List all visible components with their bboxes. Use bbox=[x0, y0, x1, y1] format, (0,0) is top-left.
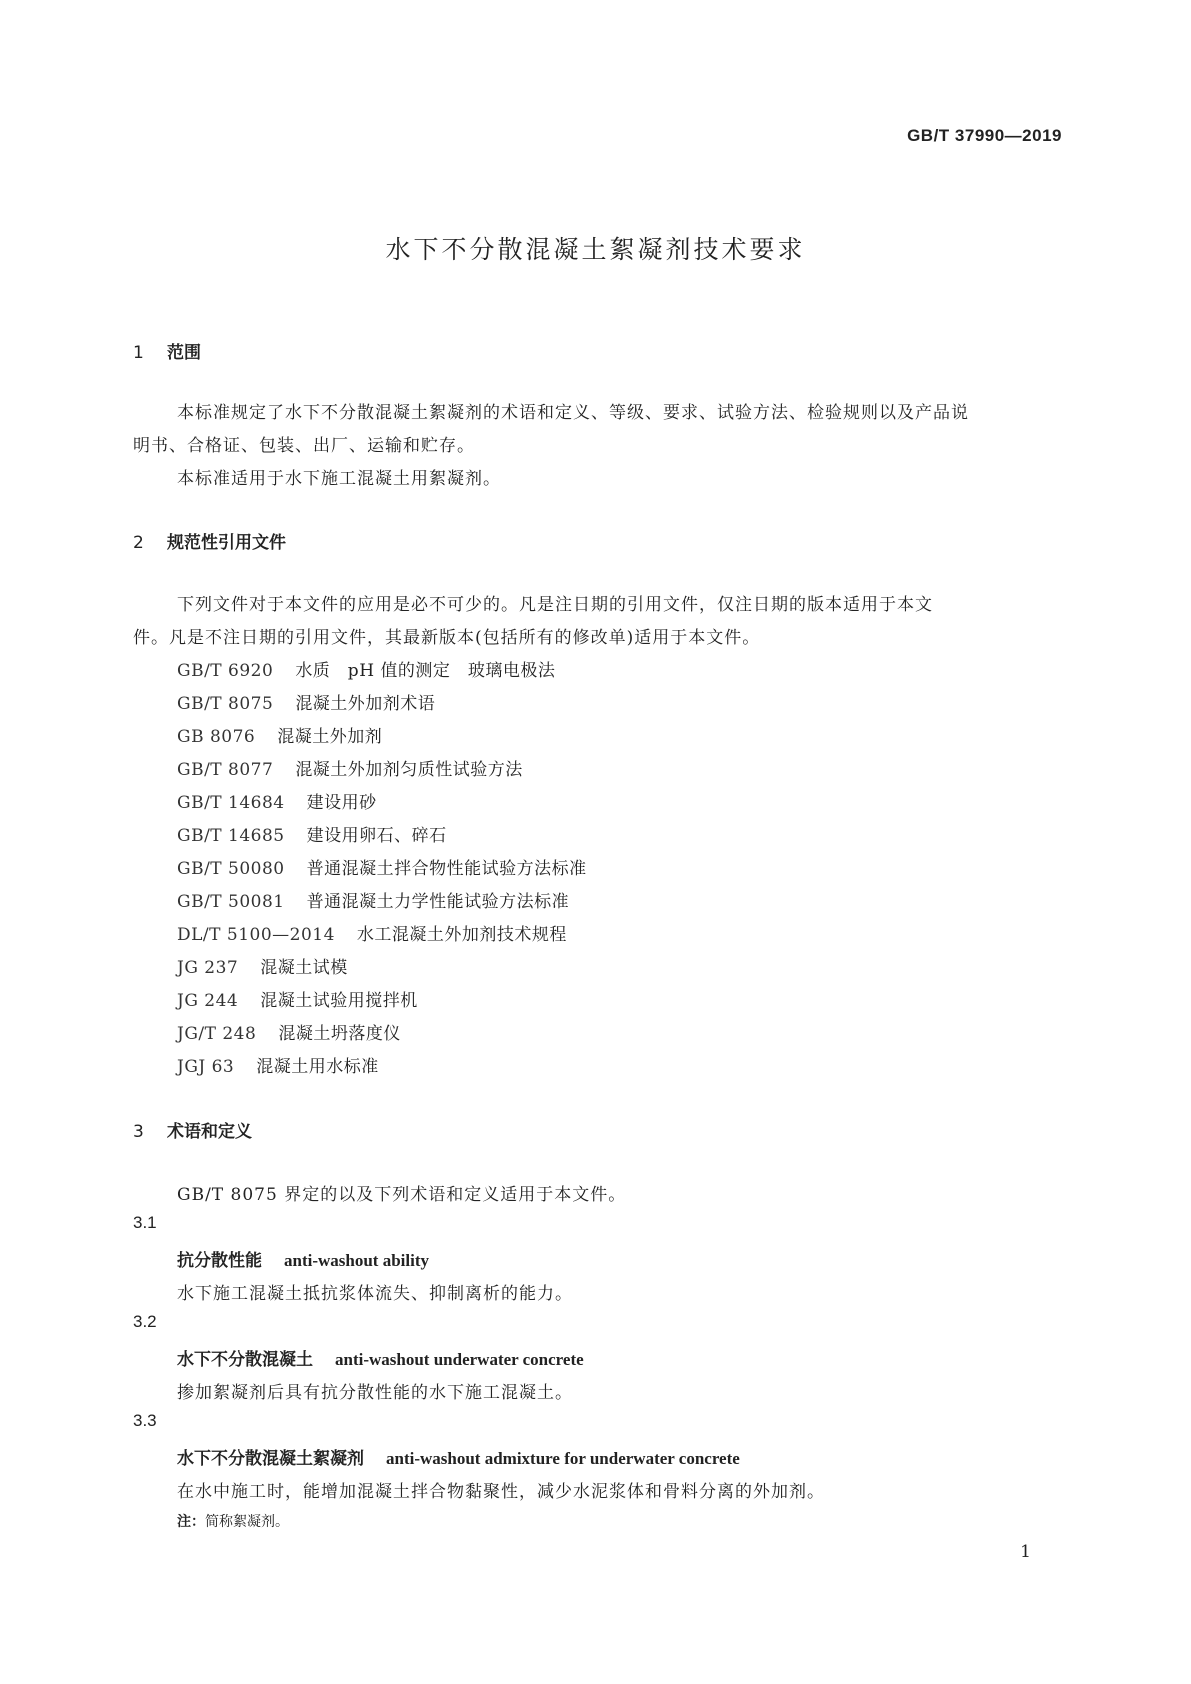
reference-code: DL/T 5100—2014 bbox=[177, 925, 335, 945]
term-definition: 在水中施工时，能增加混凝土拌合物黏聚性，减少水泥浆体和骨料分离的外加剂。 bbox=[177, 1482, 825, 1502]
reference-code: GB/T 14685 bbox=[177, 826, 285, 846]
section-number: 1 bbox=[133, 343, 144, 363]
term-number: 3.1 bbox=[133, 1213, 157, 1232]
reference-code: GB/T 6920 bbox=[177, 661, 274, 681]
section-number: 2 bbox=[133, 533, 144, 553]
reference-name: 水工混凝土外加剂技术规程 bbox=[356, 925, 567, 945]
reference-item bbox=[177, 656, 555, 681]
section-2-paragraph-line-2: 件。凡是不注日期的引用文件，其最新版本(包括所有的修改单)适用于本文件。 bbox=[133, 628, 761, 648]
reference-item bbox=[177, 689, 435, 714]
document-number: GB/T 37990—2019 bbox=[907, 126, 1062, 145]
section-1-paragraph-1-line-2: 明书、合格证、包装、出厂、运输和贮存。 bbox=[133, 436, 475, 456]
section-1-heading bbox=[133, 338, 201, 363]
note bbox=[177, 1511, 289, 1531]
term-heading bbox=[177, 1246, 429, 1271]
reference-item bbox=[177, 755, 523, 780]
reference-item bbox=[177, 920, 567, 945]
section-title: 规范性引用文件 bbox=[167, 533, 286, 553]
term-zh: 水下不分散混凝土絮凝剂 bbox=[177, 1449, 364, 1469]
reference-name: 混凝土试验用搅拌机 bbox=[260, 991, 418, 1011]
section-2-paragraph-line-1: 下列文件对于本文件的应用是必不可少的。凡是注日期的引用文件，仅注日期的版本适用于本文 bbox=[177, 595, 933, 615]
term-en: anti-washout underwater concrete bbox=[335, 1350, 584, 1369]
note-label: 注： bbox=[177, 1514, 205, 1530]
reference-code: GB/T 14684 bbox=[177, 793, 285, 813]
section-1-paragraph-1-line-1: 本标准规定了水下不分散混凝土絮凝剂的术语和定义、等级、要求、试验方法、检验规则以及产品说 bbox=[177, 403, 969, 423]
term-heading bbox=[177, 1345, 584, 1370]
reference-code: GB/T 8075 bbox=[177, 694, 274, 714]
reference-item bbox=[177, 722, 382, 747]
reference-name: 混凝土外加剂 bbox=[277, 727, 383, 747]
reference-name: 普通混凝土拌合物性能试验方法标准 bbox=[306, 859, 587, 879]
page-title: 水下不分散混凝土絮凝剂技术要求 bbox=[385, 235, 806, 264]
reference-code: GB 8076 bbox=[177, 727, 256, 747]
term-number: 3.3 bbox=[133, 1411, 157, 1430]
reference-name: 混凝土外加剂匀质性试验方法 bbox=[295, 760, 523, 780]
reference-item bbox=[177, 887, 569, 912]
term-definition: 水下施工混凝土抵抗浆体流失、抑制离析的能力。 bbox=[177, 1284, 573, 1304]
reference-code: JG 244 bbox=[177, 991, 239, 1011]
reference-name: 普通混凝土力学性能试验方法标准 bbox=[306, 892, 570, 912]
reference-name: 混凝土用水标准 bbox=[256, 1057, 379, 1077]
reference-name: 混凝土外加剂术语 bbox=[295, 694, 436, 714]
term-en: anti-washout ability bbox=[284, 1251, 429, 1270]
reference-code: GB/T 50081 bbox=[177, 892, 285, 912]
reference-code: JG/T 248 bbox=[177, 1024, 257, 1044]
section-3-intro: GB/T 8075 界定的以及下列术语和定义适用于本文件。 bbox=[177, 1185, 627, 1205]
reference-name: 建设用卵石、碎石 bbox=[306, 826, 447, 846]
term-zh: 抗分散性能 bbox=[177, 1251, 262, 1271]
section-2-heading bbox=[133, 528, 286, 553]
reference-code: JGJ 63 bbox=[177, 1057, 235, 1077]
reference-name: 混凝土坍落度仪 bbox=[278, 1024, 401, 1044]
term-definition: 掺加絮凝剂后具有抗分散性能的水下施工混凝土。 bbox=[177, 1383, 573, 1403]
term-number: 3.2 bbox=[133, 1312, 157, 1331]
section-3-heading bbox=[133, 1117, 252, 1142]
note-text: 简称絮凝剂。 bbox=[205, 1514, 289, 1530]
reference-item bbox=[177, 1019, 401, 1044]
reference-code: JG 237 bbox=[177, 958, 239, 978]
reference-item bbox=[177, 1052, 379, 1077]
page-number: 1 bbox=[1020, 1542, 1031, 1562]
reference-item bbox=[177, 821, 447, 846]
reference-name: 水质 pH 值的测定 玻璃电极法 bbox=[295, 661, 556, 681]
term-en: anti-washout admixture for underwater concrete bbox=[386, 1449, 740, 1468]
reference-code: GB/T 50080 bbox=[177, 859, 285, 879]
term-zh: 水下不分散混凝土 bbox=[177, 1350, 313, 1370]
reference-item bbox=[177, 986, 418, 1011]
reference-item bbox=[177, 788, 377, 813]
reference-name: 混凝土试模 bbox=[260, 958, 348, 978]
reference-code: GB/T 8077 bbox=[177, 760, 274, 780]
reference-name: 建设用砂 bbox=[306, 793, 377, 813]
reference-item bbox=[177, 953, 348, 978]
section-title: 范围 bbox=[167, 343, 201, 363]
section-title: 术语和定义 bbox=[167, 1122, 252, 1142]
section-number: 3 bbox=[133, 1122, 144, 1142]
reference-item bbox=[177, 854, 587, 879]
term-heading bbox=[177, 1444, 740, 1469]
section-1-paragraph-2: 本标准适用于水下施工混凝土用絮凝剂。 bbox=[177, 469, 501, 489]
